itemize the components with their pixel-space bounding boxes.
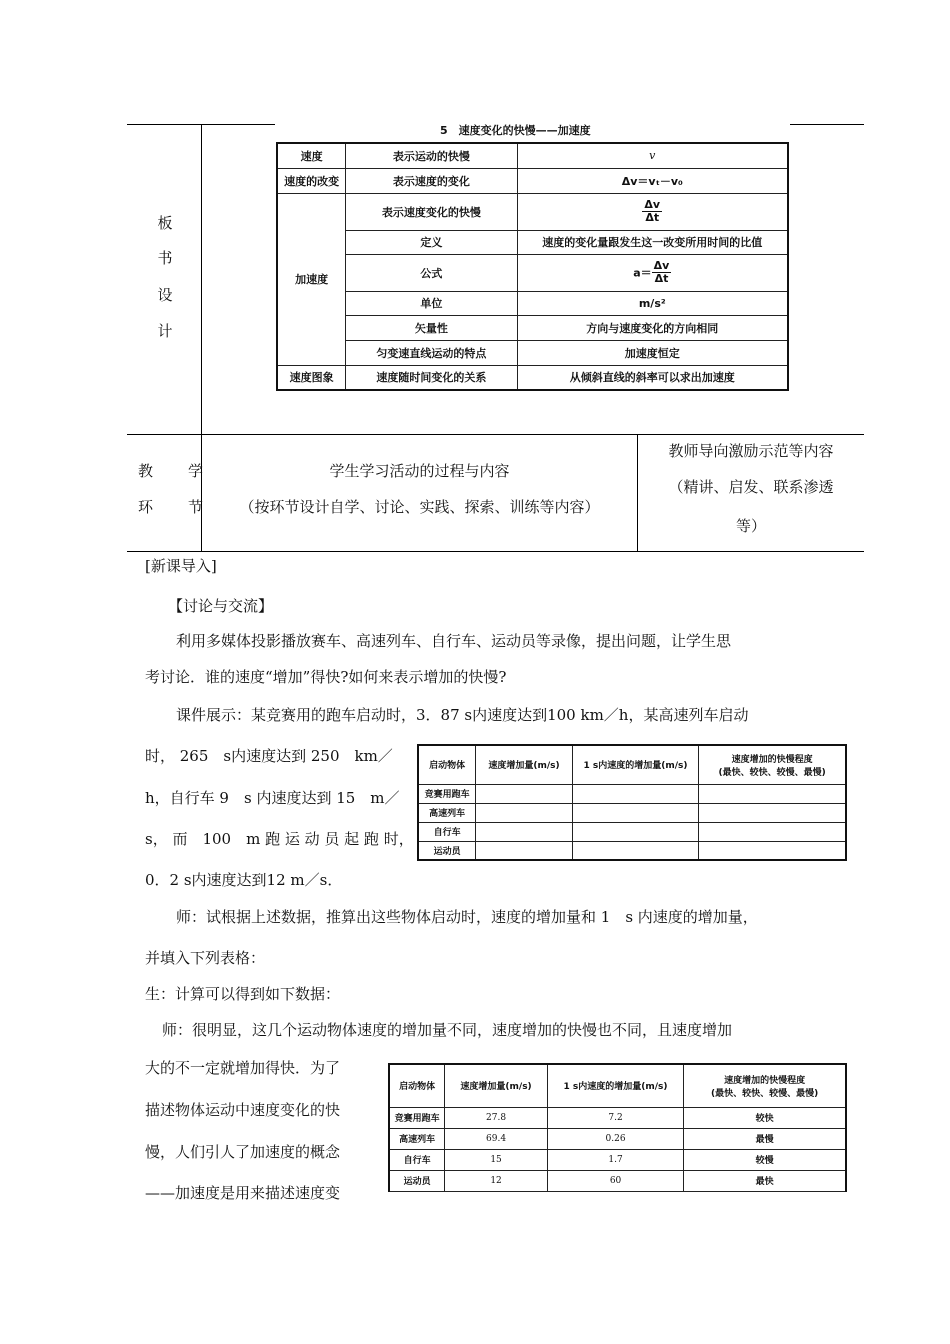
table-row: [389, 1149, 846, 1170]
discussion-heading: 【讨论与交流】: [168, 597, 274, 615]
accel-fraction: [642, 199, 662, 224]
header-rank-line1: 速度增加的快慢程度: [731, 754, 813, 765]
section-tag: [新课导入]: [145, 557, 217, 575]
cell-formula-label: 公式: [346, 254, 517, 291]
cell-vector: 方向与速度变化的方向相同: [517, 315, 788, 340]
paragraph-line: ——加速度是用来描述速度变: [145, 1184, 341, 1202]
section-header-middle-1: 学生学习活动的过程与内容: [329, 462, 510, 480]
row-rank: 最慢: [684, 1128, 846, 1149]
row-per-second: 0.26: [547, 1128, 683, 1149]
row-per-second: 60: [547, 1170, 683, 1191]
board-table: [276, 142, 789, 391]
header-rank-line2: (最快、较快、较慢、最慢): [718, 767, 826, 778]
row-delta: 12: [445, 1170, 548, 1191]
cell-graph-label: 速度随时间变化的关系: [346, 365, 517, 390]
cell-graph-desc: 从倾斜直线的斜率可以求出加速度: [517, 365, 788, 390]
paragraph-line: 利用多媒体投影播放赛车、高速列车、自行车、运动员等录像，提出问题，让学生思: [176, 632, 732, 650]
board-table-title: 5 速度变化的快慢——加速度: [440, 124, 591, 137]
header-rank: [699, 745, 846, 784]
paragraph-line: 描述物体运动中速度变化的快: [145, 1101, 341, 1119]
empty-speed-table: [417, 744, 847, 861]
row-rank: 较快: [684, 1107, 846, 1128]
table-row: [389, 1170, 846, 1191]
fraction-numerator: Δv: [644, 198, 661, 211]
paragraph-line: 生：计算可以得到如下数据：: [145, 985, 341, 1003]
fraction-denominator: Δt: [645, 211, 660, 224]
header-rank-line1: 速度增加的快慢程度: [724, 1075, 806, 1086]
row-delta: 15: [445, 1149, 548, 1170]
paragraph-line: 慢，人们引人了加速度的概念: [145, 1143, 341, 1161]
fraction-numerator: Δv: [653, 259, 670, 272]
cell-velocity-meaning: 表示运动的快慢: [346, 143, 517, 168]
cell-velocity-change: 速度的改变: [277, 168, 346, 193]
paragraph-line: 大的不一定就增加得快．为了: [145, 1059, 341, 1077]
row-name: 高速列车: [389, 1128, 445, 1149]
section-header-middle-2: （按环节设计自学、讨论、实践、探索、训练等内容）: [239, 498, 600, 516]
header-object: 启动物体: [418, 745, 476, 784]
cell-uniform-label: 匀变速直线运动的特点: [346, 340, 517, 365]
row-name: 竞赛用跑车: [418, 784, 476, 803]
cell-acceleration: 加速度: [277, 193, 346, 365]
header-object: 启动物体: [389, 1064, 445, 1107]
row-name: 自行车: [389, 1149, 445, 1170]
formula-fraction: [652, 260, 672, 285]
header-rank-line2: (最快、较快、较慢、最慢): [711, 1088, 819, 1099]
top-rule-right: [790, 124, 864, 125]
row-name: 高速列车: [418, 803, 476, 822]
frame-rule-bottom: [127, 551, 864, 552]
label-char: 板: [157, 214, 173, 232]
paragraph-line: 0．2 s内速度达到12 m／s．: [145, 871, 343, 889]
paragraph-line: 时， 265 s内速度达到 250 km／: [145, 747, 393, 765]
cell-velocity-change-meaning: 表示速度的变化: [346, 168, 517, 193]
header-per-second: 1 s内速度的增加量(m/s): [572, 745, 698, 784]
frame-vertical-left: [201, 124, 202, 552]
section-header-left-2: 环 节: [138, 498, 214, 516]
section-header-right-3: 等）: [735, 517, 766, 535]
header-delta: 速度增加量(m/s): [445, 1064, 548, 1107]
cell-accel-meaning: 表示速度变化的快慢: [346, 193, 517, 230]
cell-uniform: 加速度恒定: [517, 340, 788, 365]
cell-definition: 速度的变化量跟发生这一改变所用时间的比值: [517, 230, 788, 254]
header-delta: 速度增加量(m/s): [476, 745, 573, 784]
row-per-second: 1.7: [547, 1149, 683, 1170]
cell-vector-label: 矢量性: [346, 315, 517, 340]
paragraph-line: s， 而 100 m 跑 运 动 员 起 跑 时，: [145, 830, 414, 848]
cell-formula: [517, 254, 788, 291]
row-rank: 最快: [684, 1170, 846, 1191]
table-row: [389, 1107, 846, 1128]
section-header-right-1: 教师导向激励示范等内容: [668, 442, 834, 460]
section-header-right-2: （精讲、启发、联系渗透: [668, 478, 834, 496]
paragraph-line: h，自行车 9 s 内速度达到 15 m／: [145, 789, 400, 807]
row-delta: 27.8: [445, 1107, 548, 1128]
row-delta: 69.4: [445, 1128, 548, 1149]
paragraph-line: 考讨论．谁的速度“增加”得快?如何来表示增加的快慢?: [145, 668, 507, 686]
row-name: 运动员: [389, 1170, 445, 1191]
header-per-second: 1 s内速度的增加量(m/s): [547, 1064, 683, 1107]
cell-unit-label: 单位: [346, 291, 517, 315]
section-header-left-1: 教 学: [138, 462, 214, 480]
row-name: 运动员: [418, 841, 476, 860]
formula-prefix: a＝: [633, 266, 652, 280]
frame-rule-mid: [127, 434, 864, 435]
cell-unit: m/s²: [517, 291, 788, 315]
cell-velocity-change-formula: Δv＝vₜ－v₀: [517, 168, 788, 193]
cell-velocity: 速度: [277, 143, 346, 168]
cell-graph: 速度图象: [277, 365, 346, 390]
label-char: 书: [157, 249, 173, 267]
filled-speed-table: [388, 1063, 847, 1192]
cell-definition-label: 定义: [346, 230, 517, 254]
velocity-symbol: v: [649, 149, 656, 163]
paragraph-line: 课件展示：某竞赛用的跑车启动时，3．87 s内速度达到100 km／h，某高速列车启动: [176, 706, 749, 724]
row-name: 竞赛用跑车: [389, 1107, 445, 1128]
label-char: 设: [157, 286, 173, 304]
row-rank: 较慢: [684, 1149, 846, 1170]
cell-velocity-symbol: [517, 143, 788, 168]
paragraph-line: 师：试根据上述数据，推算出这些物体启动时，速度的增加量和 1 s 内速度的增加量，: [176, 908, 758, 926]
table-row: [389, 1128, 846, 1149]
label-char: 计: [157, 322, 173, 340]
paragraph-line: 并填入下列表格：: [145, 949, 266, 967]
cell-accel-ratio: [517, 193, 788, 230]
header-rank: [684, 1064, 846, 1107]
row-name: 自行车: [418, 822, 476, 841]
fraction-denominator: Δt: [654, 272, 669, 285]
paragraph-line: 师：很明显，这几个运动物体速度的增加量不同，速度增加的快慢也不同，且速度增加: [162, 1021, 733, 1039]
row-per-second: 7.2: [547, 1107, 683, 1128]
